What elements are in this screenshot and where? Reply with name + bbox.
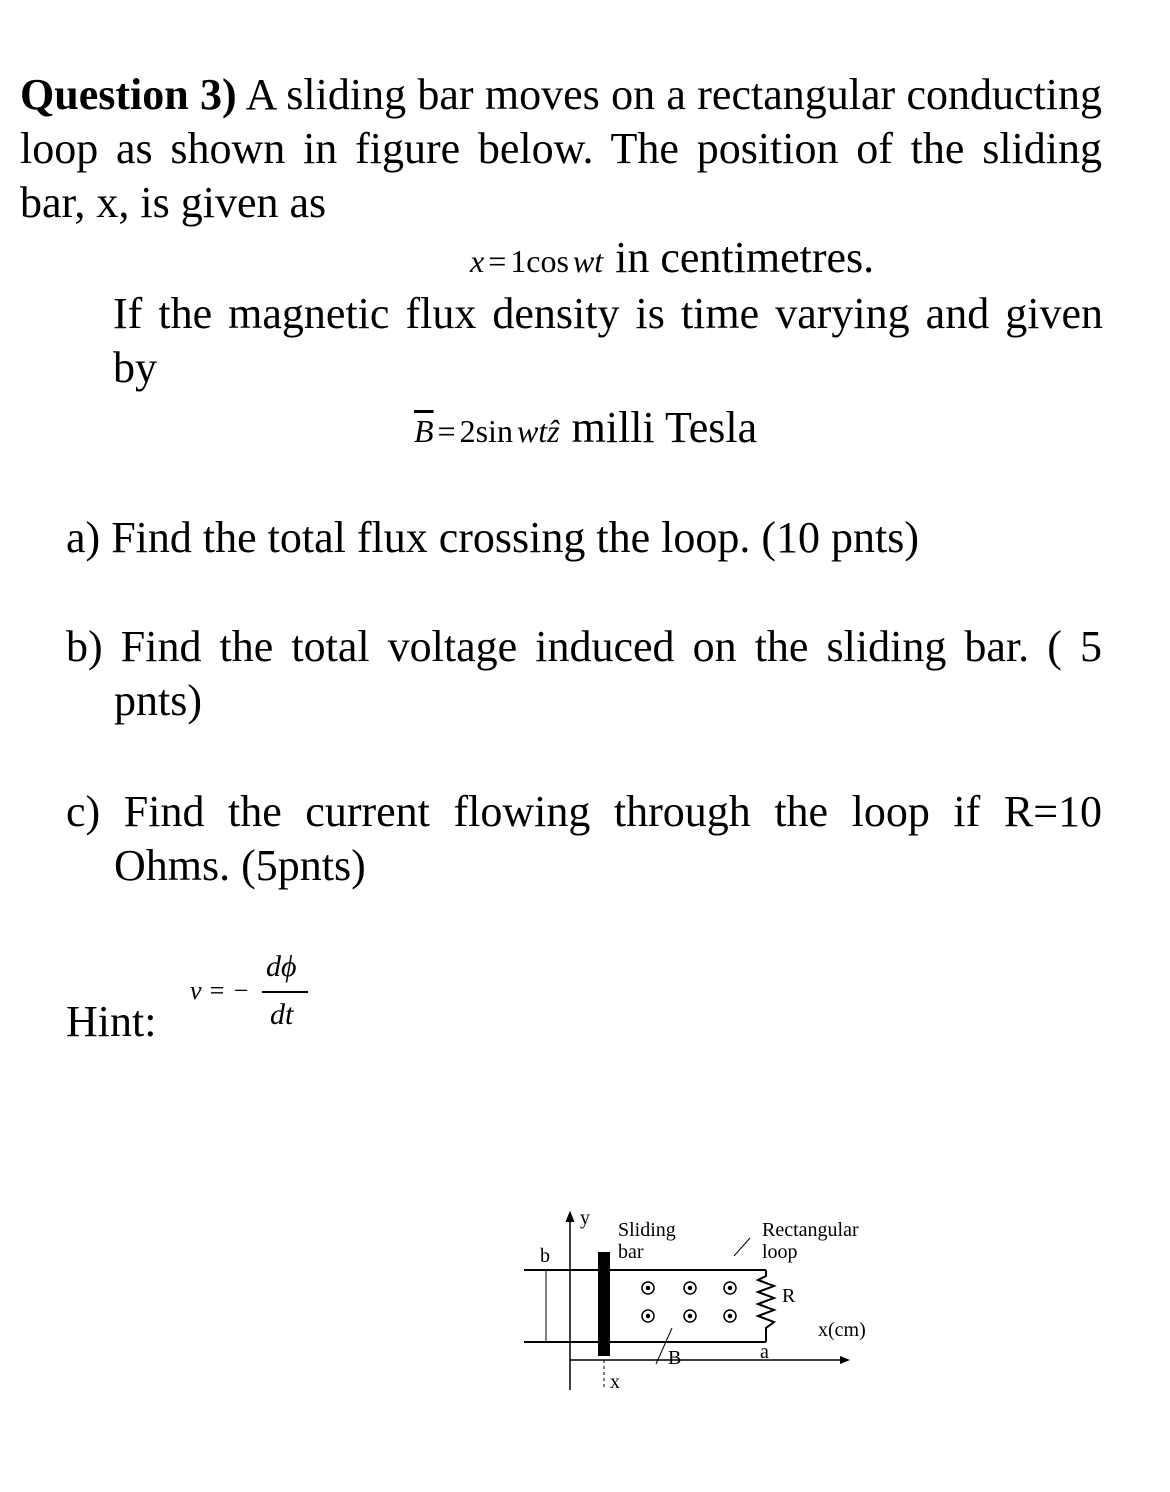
eq-b-num: 2 (459, 413, 476, 449)
eq-b-unit: milli Tesla (571, 403, 758, 452)
fig-sliding-label-1: Sliding (618, 1219, 676, 1241)
eq-x-arg: wt (572, 243, 604, 279)
fig-y-label: y (580, 1207, 590, 1229)
part-c (66, 785, 1102, 893)
y-axis-arrow (566, 1212, 574, 1222)
loop-pointer (734, 1238, 750, 1256)
sliding-bar-figure (500, 1200, 920, 1400)
resistor-symbol (758, 1270, 774, 1342)
part-b (66, 620, 1102, 728)
eq-x-fn: cos (526, 243, 569, 279)
fig-b-label: b (540, 1245, 550, 1267)
question-intro-text: A sliding bar moves on a rectangular conducting loop as shown in figure below. The position of the sliding bar, x, is given as (20, 70, 1102, 227)
b-field-dots (642, 1282, 736, 1322)
eq-x-lhs: x (470, 243, 485, 279)
fig-r-label: R (782, 1285, 796, 1307)
eq-b-arg: wt (516, 413, 548, 449)
hint-denominator: dt (270, 998, 294, 1031)
question-intro (20, 68, 1102, 230)
part-c-label: c) (66, 787, 101, 836)
fig-loop-label-2: loop (762, 1241, 798, 1263)
part-a (66, 511, 1154, 565)
b-field-equation (414, 402, 757, 453)
part-c-text: Find the current flowing through the loop if R=10 Ohms. (5pnts) (114, 787, 1103, 890)
x-axis-arrow (840, 1356, 850, 1364)
eq-b-lhs: $\overline{B}$ (414, 413, 434, 449)
eq-x-num: 1 (510, 243, 527, 279)
sliding-bar (598, 1252, 610, 1356)
fig-x-label: x (610, 1371, 620, 1393)
part-b-label: b) (66, 622, 103, 671)
part-b-text: Find the total voltage induced on the sliding bar. ( 5 pnts) (114, 622, 1103, 725)
part-a-text: Find the total flux crossing the loop. (10 pnts) (111, 513, 919, 562)
eq-x-equals: = (488, 243, 507, 279)
fig-a-label: a (760, 1341, 769, 1363)
fig-x-axis-label: x(cm) (818, 1319, 866, 1341)
hint-label: Hint: (66, 997, 157, 1046)
part-a-label: a) (66, 513, 101, 562)
eq-b-vec: ẑ (547, 413, 560, 449)
hint-lhs: v = − (190, 976, 250, 1005)
hint-numerator: dϕ (266, 950, 297, 983)
fig-b-field-label: B (668, 1347, 682, 1369)
eq-x-unit: in centimetres. (615, 233, 875, 282)
fig-loop-label-1: Rectangular (762, 1219, 859, 1241)
hint-fraction-bar (262, 991, 308, 993)
question-heading: Question 3) (20, 70, 237, 119)
flux-density-text: If the magnetic flux density is time varying and given by (113, 289, 1103, 392)
position-equation (470, 232, 874, 283)
fig-sliding-label-2: bar (618, 1241, 644, 1263)
eq-b-equals: = (437, 413, 456, 449)
eq-b-fn: sin (475, 413, 513, 449)
